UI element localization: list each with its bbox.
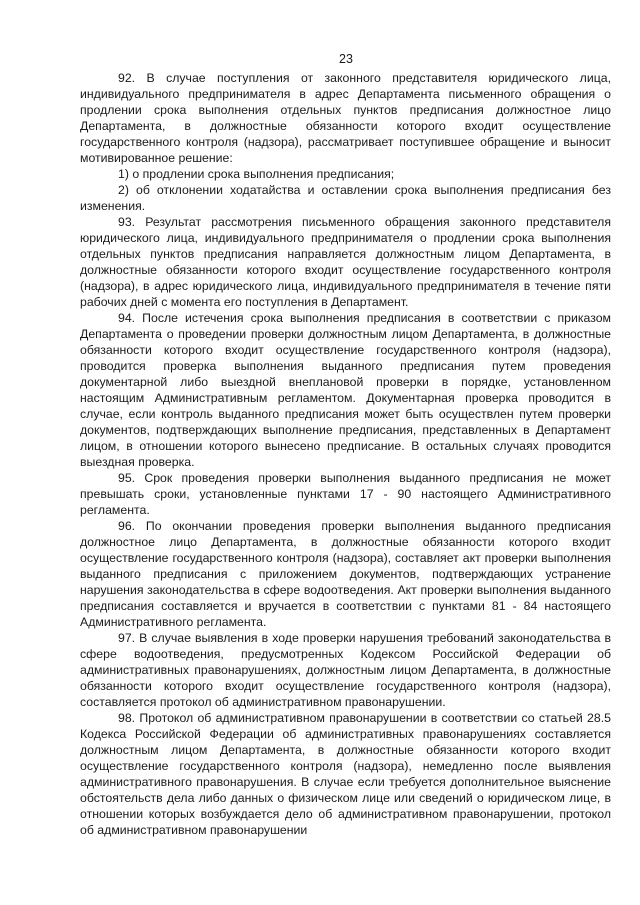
page-number: 23: [339, 52, 353, 66]
paragraph-97: 97. В случае выявления в ходе проверки нарушения требований законодательства в сфере водоотведения, предусмотренных Кодексом Российской Федерации об административных правонарушениях, должностным лицом Департамента, в должностные обязанности которого входит осуществление государственного контроля (надзора), составляется протокол об административном правонарушении.: [80, 631, 611, 709]
paragraph-92-item-1: 1) о продлении срока выполнения предписания;: [118, 167, 395, 181]
paragraph-95: 95. Срок проведения проверки выполнения выданного предписания не может превышать сроки, установленные пунктами 17 - 90 настоящего Административного регламента.: [80, 471, 611, 517]
paragraph-92: 92. В случае поступления от законного представителя юридического лица, индивидуального предпринимателя в адрес Департамента письменного обращения о продлении срока выполнения отдельных пунктов предписания должностное лицо Департамента, в должностные обязанности которого входит осуществление государственного контроля (надзора), рассматривает поступившее обращение и выносит мотивированное решение:: [80, 71, 611, 165]
paragraph-93: 93. Результат рассмотрения письменного обращения законного представителя юридического лица, индивидуального предпринимателя о продлении срока выполнения отдельных пунктов предписания направляется должностным лицом Департамента, в должностные обязанности которого входит осуществление государственного контроля (надзора), в адрес юридического лица, индивидуального предпринимателя в течение пяти рабочих дней с момента его поступления в Департамент.: [80, 215, 611, 309]
paragraph-94: 94. После истечения срока выполнения предписания в соответствии с приказом Департамента о проведении проверки должностным лицом Департамента, в должностные обязанности которого входит осуществление государственного контроля (надзора), проводится проверка выполнения выданного предписания путем проведения документарной либо выездной внеплановой проверки в порядке, установленном настоящим Административным регламентом. Документарная проверка проводится в случае, если контроль выданного предписания может быть осуществлен путем проверки документов, подтверждающих выполнение предписания, представленных в Департамент лицом, в отношении которого вынесено предписание. В остальных случаях проводится выездная проверка.: [80, 311, 611, 469]
paragraph-96: 96. По окончании проведения проверки выполнения выданного предписания должностное лицо Департамента, в должностные обязанности которого входит осуществление государственного контроля (надзора), составляет акт проверки выполнения выданного предписания с приложением документов, подтверждающих устранение нарушения законодательства в сфере водоотведения. Акт проверки выполнения выданного предписания составляется и вручается в соответствии с пунктами 81 - 84 настоящего Административного регламента.: [80, 519, 611, 629]
paragraph-92-item-2: 2) об отклонении ходатайства и оставлении срока выполнения предписания без изменения.: [80, 183, 611, 213]
paragraph-98: 98. Протокол об административном правонарушении в соответствии со статьей 28.5 Кодекса Российской Федерации об административных правонарушениях составляется должностным лицом Департамента, в должностные обязанности которого входит осуществление государственного контроля (надзора), немедленно после выявления административного правонарушения. В случае если требуется дополнительное выяснение обстоятельств дела либо данных о физическом лице или сведений о юридическом лице, в отношении которых возбуждается дело об административном правонарушении, протокол об административном правонарушении: [80, 711, 611, 837]
document-body: [80, 70, 611, 838]
